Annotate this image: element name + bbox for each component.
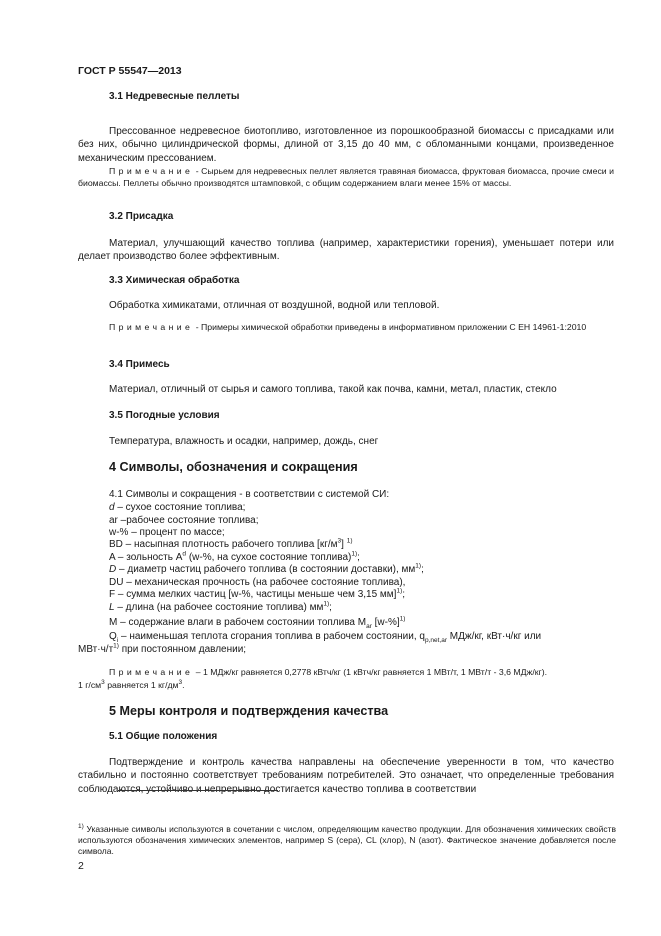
section-5-1-title: 5.1 Общие положения (109, 731, 218, 742)
symbol-m-sub: ar (366, 623, 372, 630)
symbol-a-end: (w-%, на сухое состояние топлива) (186, 552, 352, 563)
footnote-ref: 1) (396, 587, 403, 595)
section-3-3-title: 3.3 Химическая обработка (109, 275, 240, 286)
section-3-4-text: Материал, отличный от сырья и самого топлива, такой как почва, камни, метал, пластик, стекло (109, 384, 557, 395)
section-3-4-title: 3.4 Примесь (109, 359, 170, 370)
symbol-diameter: D – диаметр частиц рабочего топлива (в состоянии доставки), $мм^{1)}$; (109, 562, 424, 575)
section-3-5-text: Температура, влажность и осадки, например, дождь, снег (109, 436, 379, 447)
symbol-q-sub2: p,net,ar (424, 637, 448, 644)
symbol-q-end: МДж/кг, кВт·ч/кг или (447, 631, 542, 642)
symbol-q-sign: Q (109, 631, 117, 642)
symbols-intro: 4.1 Символы и сокращения - в соответствии с системой СИ: (109, 489, 390, 500)
symbol-w: w-% – процент по массе; (109, 527, 225, 538)
note-line2: 1 г/см (78, 680, 102, 690)
footnote-separator (118, 790, 278, 791)
footnote-ref: 1) (346, 537, 353, 545)
section-4-note (78, 667, 614, 679)
symbol-ar: ar –рабочее состояние топлива; (109, 515, 259, 526)
footnote-ref: 1) (351, 550, 358, 558)
symbol-q-line2: МВт·ч/т (78, 644, 114, 655)
symbol-f: F – сумма мелких частиц [w-%, частицы меньше чем 3,15 мм]$^{1)}$; (109, 587, 406, 600)
section-3-5-title: 3.5 Погодные условия (109, 410, 220, 421)
note-label: Примечание (109, 322, 194, 332)
note-text: – 1 МДж/кг равняется 0,2778 кВтч/кг (1 кВтч/кг равняется 1 МВт/т, 1 МВт/т - 3,6 МДж/кг). (193, 667, 548, 677)
note-sup2: 3 (178, 679, 183, 687)
symbol-f-text: F – сумма мелких частиц [w-%, частицы меньше чем 3,15 мм] (109, 589, 397, 600)
footnote (78, 824, 616, 858)
symbol-q (109, 631, 654, 643)
symbol-l-sign: L (109, 602, 115, 613)
note-sup: 3 (101, 679, 105, 687)
section-3-2-title: 3.2 Присадка (109, 211, 174, 222)
symbol-diameter-sign: D (109, 564, 117, 575)
symbol-bd-text: BD – насыпная плотность рабочего топлива [кг/м (109, 539, 338, 550)
note-dot: . (182, 680, 185, 690)
symbol-bd (109, 539, 654, 551)
section-3-1-note (78, 166, 614, 189)
section-3-1-text: Прессованное недревесное биотопливо, изготовленное из порошкообразной биомассы с присадками или без них, обычно цилиндрической формы, длиной от 3,15 до 40 мм, с обломанными концами, произведенное механическим прессованием. (78, 126, 614, 164)
symbol-q-continued (78, 644, 623, 656)
note-label: Примечание (109, 166, 194, 176)
section-4-title: 4 Символы, обозначения и сокращения (109, 460, 358, 474)
symbol-bd-end: ] (341, 539, 347, 550)
note-text: - Примеры химической обработки приведены в информативном приложении С ЕН 14961-1:2010 (193, 322, 587, 332)
symbol-q-line2-end: при постоянном давлении; (118, 644, 247, 655)
symbol-q-sub: i (116, 637, 119, 644)
footnote-mark: 1) (78, 823, 84, 831)
symbol-du: DU – механическая прочность (на рабочее состояние топлива), (109, 577, 406, 588)
symbol-d-text: – сухое состояние топлива; (114, 502, 246, 513)
symbol-d (109, 502, 654, 514)
footnote-text: Указанные символы используются в сочетании с числом, определяющим качество продукции. Для обозначения химических свойств используются обозначения химических элементов, например S (сера), CL (хлор), N (азот). Фактическое значение добавляется после символа. (78, 824, 616, 857)
symbol-bd-sup: 3 (337, 537, 342, 545)
section-3-3-text: Обработка химикатами, отличная от воздушной, водной или тепловой. (109, 300, 440, 311)
footnote-ref: 1) (323, 600, 330, 608)
note-line2-end: равняется 1 кг/дм (104, 680, 179, 690)
footnote-ref: 1) (415, 562, 422, 570)
section-5-1-text: Подтверждение и контроль качества направлены на обеспечение уверенности в том, что качество стабильно и постоянно соответствует требованиям потребителей. Это означает, что определенные требования соблюдаются, устойчиво и непрерывно достигается качество топлива в соответствии (78, 757, 614, 795)
symbol-d-sign: d (109, 502, 115, 513)
symbol-q-text: – наименьшая теплота сгорания топлива в рабочем состоянии, q (118, 631, 425, 642)
footnote-ref: 1) (113, 642, 119, 650)
symbol-l-text: – длина (на рабочее состояние топлива) мм (114, 602, 324, 613)
section-5-title: 5 Меры контроля и подтверждения качества (109, 704, 389, 718)
symbol-m-text: M – содержание влаги в рабочем состоянии топлива M (109, 617, 367, 628)
symbol-a-text: A – зольность A (109, 552, 183, 563)
standard-header: ГОСТ Р 55547—2013 (78, 65, 182, 77)
symbol-m (109, 617, 654, 629)
note-label: Примечание (109, 667, 194, 677)
section-3-3-note (78, 322, 614, 334)
section-4-note-line2 (78, 680, 614, 692)
section-3-1-title: 3.1 Недревесные пеллеты (109, 91, 240, 102)
symbol-m-end: [w-%] (371, 617, 400, 628)
symbol-diameter-text: – диаметр частиц рабочего топлива (в состоянии доставки), мм (116, 564, 416, 575)
symbol-a: A – зольность $A^d$ (w-%, на сухое состояние топлива)$^{1)}$; (109, 550, 360, 563)
section-3-2-text: Материал, улучшающий качество топлива (например, характеристики горения), уменьшает потери или делает производство более эффективным. (78, 238, 614, 263)
page-number: 2 (78, 860, 84, 872)
symbol-a-sup: d (182, 550, 187, 558)
symbol-l: L – длина (на рабочее состояние топлива) $мм^{1)}$; (109, 600, 332, 613)
note-text: - Сырьем для недревесных пеллет является травяная биомасса, фруктовая биомасса, прочие смеси и биомассы. Пеллеты обычно производятся штамповкой, с общим содержанием влаги менее 15% от массы. (78, 166, 614, 188)
footnote-ref: 1) (399, 615, 406, 623)
